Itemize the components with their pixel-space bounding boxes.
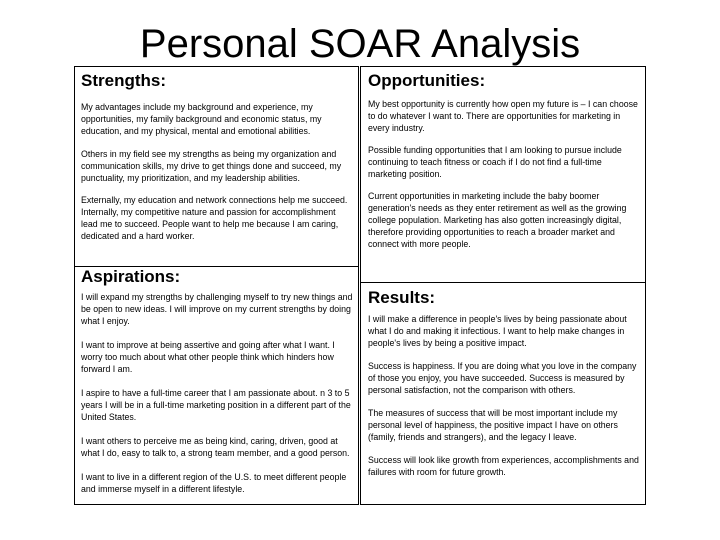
results-paragraph: The measures of success that will be most important include my personal level of happiness, the positive impact I have on others (family, friends and strangers), and the legacy I leave.: [368, 408, 618, 442]
strengths-heading: Strengths:: [81, 71, 166, 90]
page-title: Personal SOAR Analysis: [139, 22, 581, 66]
results-heading: Results:: [368, 288, 436, 307]
aspirations-paragraph: I want others to perceive me as being kind, caring, driven, good at what I do, easy to talk to, a strong team member, and a good person.: [81, 436, 350, 458]
strengths-section: [74, 66, 359, 267]
aspirations-paragraph: I want to improve at being assertive and going after what I want. I worry too much about what other people think which hinders how forward I am.: [81, 340, 335, 374]
aspirations-heading: Aspirations:: [81, 267, 181, 286]
strengths-paragraph: Externally, my education and network connections help me succeed. Internally, my competitive nature and passion for accomplishment lead me to succeed. People want to help me because I am caring, dedicated and a hard worker.: [81, 195, 348, 241]
aspirations-paragraph: I will expand my strengths by challenging myself to try new things and be open to new ideas. I will improve on my current strengths by doing what I enjoy.: [81, 292, 353, 326]
results-section: [360, 282, 646, 505]
results-paragraph: Success is happiness. If you are doing what you love in the company of those you enjoy, you have succeeded. Success is measured by personal satisfaction, not the comparison with others.: [368, 361, 637, 395]
aspirations-paragraph: I want to live in a different region of the U.S. to meet different people and immerse myself in a different lifestyle.: [81, 472, 347, 494]
opportunities-paragraph: Current opportunities in marketing include the baby boomer generation's needs as they enter retirement as well as the growing college population. Marketing has also gotten increasingly digital, therefore providing opportunities to reach a broader market and connect with more people.: [368, 191, 627, 249]
opportunities-section: [360, 66, 646, 283]
results-paragraph: I will make a difference in people's lives by being passionate about what I do and making it infectious. I want to help make changes in people's lives by being a positive impact.: [368, 314, 627, 348]
opportunities-heading: Opportunities:: [368, 71, 486, 90]
opportunities-paragraph: Possible funding opportunities that I am looking to pursue include continuing to teach fitness or coach if I do not find a full-time marketing position.: [368, 145, 622, 179]
aspirations-paragraph: I aspire to have a full-time career that I am passionate about. n 3 to 5 years I will be in a full-time marketing position in a different part of the United States.: [81, 388, 351, 422]
opportunities-paragraph: My best opportunity is currently how open my future is – I can choose to do whatever I want to. There are opportunities for marketing in every industry.: [368, 99, 638, 133]
results-paragraph: Success will look like growth from experiences, accomplishments and failures with room for future growth.: [368, 455, 639, 477]
strengths-paragraph: Others in my field see my strengths as being my organization and communication skills, my drive to get things done and succeed, my punctuality, my prioritization, and my leadership abilities.: [81, 149, 342, 183]
strengths-paragraph: My advantages include my background and experience, my opportunities, my family background and economic status, my education, and my physical, mental and emotional abilities.: [81, 102, 322, 136]
aspirations-section: [74, 266, 359, 505]
